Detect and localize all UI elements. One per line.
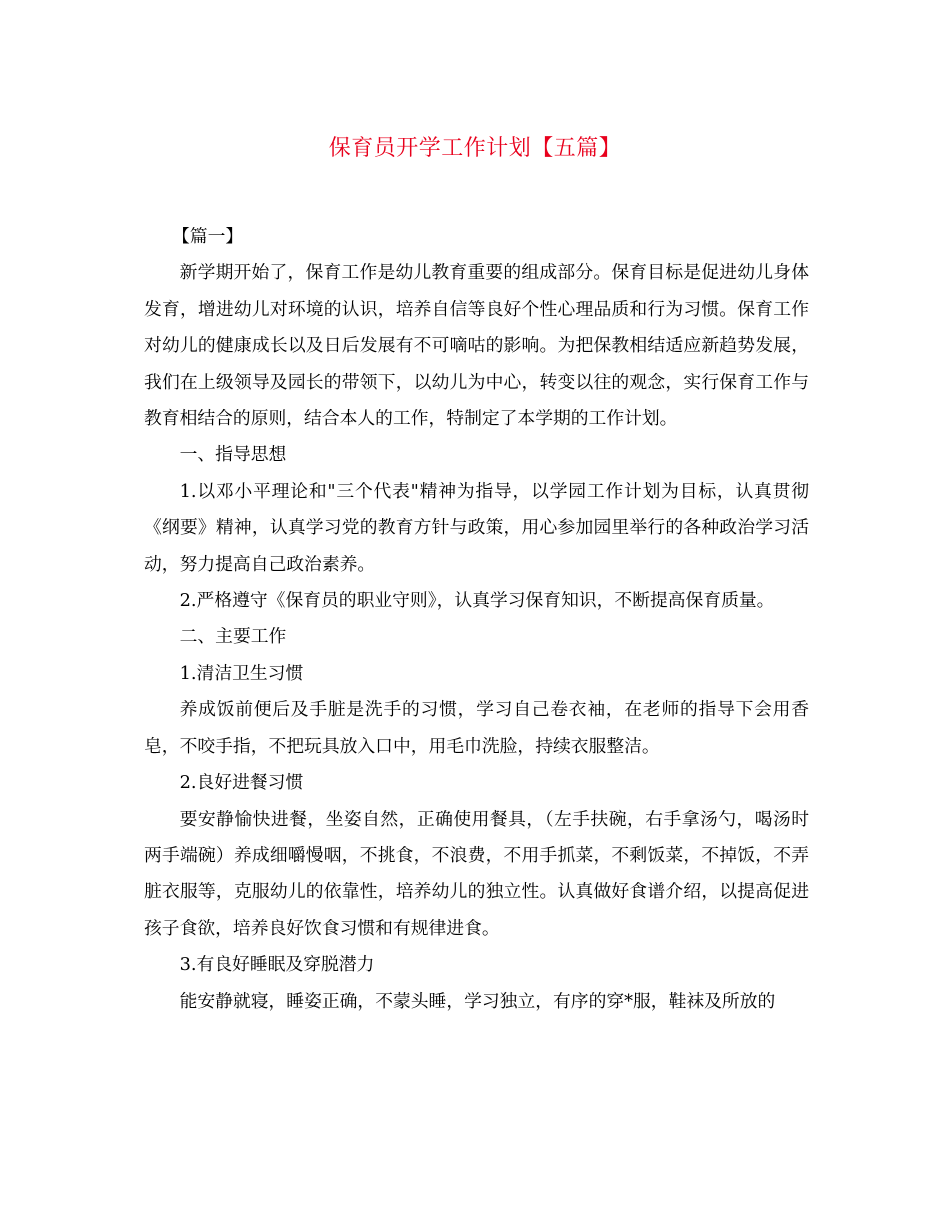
- work-item-1-heading: 1.清洁卫生习惯: [179, 662, 304, 684]
- work-item-2-text: 要安静愉快进餐，坐姿自然，正确使用餐具，（左手扶碗，右手拿汤勺，喝汤时两手端碗）养成细嚼慢咽，不挑食，不浪费，不用手抓菜，不剩饭菜，不掉饭，不弄脏衣服等，克服幼儿的依靠性，培养幼儿的独立性。认真做好食谱介绍，以提高促进孩子食欲，培养良好饮食习惯和有规律进食。: [144, 808, 809, 939]
- guiding-item-1: 1.以邓小平理论和"三个代表"精神为指导，以学园工作计划为目标，认真贯彻《纲要》精神，认真学习党的教育方针与政策，用心参加园里举行的各种政治学习活动，努力提高自己政治素养。: [144, 480, 809, 575]
- work-item-3-heading: 3.有良好睡眠及穿脱潜力: [179, 954, 375, 976]
- section-heading-part-one: 【篇一】: [172, 226, 244, 247]
- work-item-2-heading: 2.良好进餐习惯: [179, 772, 304, 794]
- heading-guiding-thought: 一、指导思想: [179, 444, 287, 466]
- heading-main-work: 二、主要工作: [179, 626, 287, 648]
- intro-paragraph: 新学期开始了，保育工作是幼儿教育重要的组成部分。保育目标是促进幼儿身体发育，增进幼儿对环境的认识，培养自信等良好个性心理品质和行为习惯。保育工作对幼儿的健康成长以及日后发展有不可嘀咕的影响。为把保教相结适应新趋势发展，我们在上级领导及园长的带领下，以幼儿为中心，转变以往的观念，实行保育工作与教育相结合的原则，结合本人的工作，特制定了本学期的工作计划。: [144, 262, 809, 430]
- guiding-item-2: 2.严格遵守《保育员的职业守则》，认真学习保育知识，不断提高保育质量。: [179, 590, 775, 612]
- document-body: [144, 219, 809, 1020]
- document-title: 保育员开学工作计划【五篇】: [328, 136, 622, 161]
- work-item-3-text: 能安静就寝，睡姿正确，不蒙头睡，学习独立，有序的穿*服，鞋袜及所放的: [179, 990, 776, 1012]
- work-item-1-text: 养成饭前便后及手脏是洗手的习惯，学习自己卷衣袖，在老师的指导下会用香皂，不咬手指，不把玩具放入口中，用毛巾洗脸，持续衣服整洁。: [144, 699, 809, 757]
